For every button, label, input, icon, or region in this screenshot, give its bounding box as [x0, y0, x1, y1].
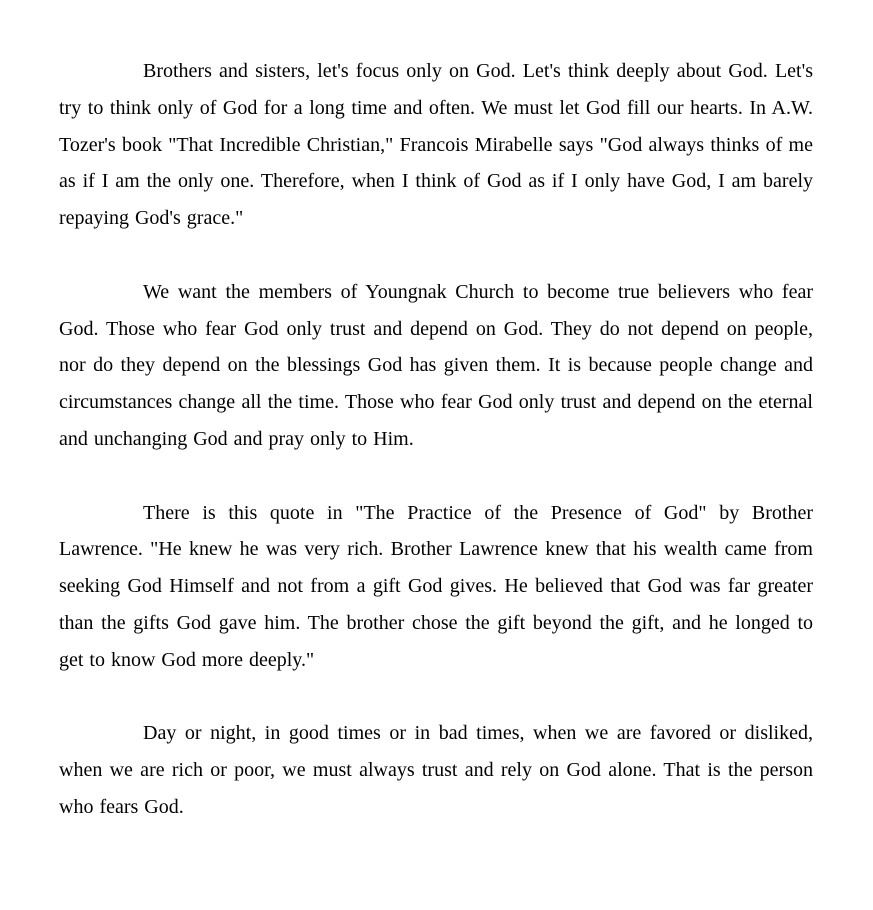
- paragraph-rely-on-god: Day or night, in good times or in bad times, when we are favored or disliked, when we are rich or poor, we must always trust and rely on God alone. That is the person who fears God.: [59, 722, 813, 818]
- paragraph-fear-god: We want the members of Youngnak Church to become true believers who fear God. Those who fear God only trust and depend on God. They do not depend on people, nor do they depend on the blessings God has given them. It is because people change and circumstances change all the time. Those who fear God only trust and depend on the eternal and unchanging God and pray only to Him.: [59, 280, 813, 450]
- document-body: [59, 53, 813, 863]
- paragraph-brother-lawrence: There is this quote in "The Practice of the Presence of God" by Brother Lawrence. "He knew he was very rich. Brother Lawrence knew that his wealth came from seeking God Himself and not from a gift God gives. He believed that God was far greater than the gifts God gave him. The brother chose the gift beyond the gift, and he longed to get to know God more deeply.": [59, 501, 813, 671]
- paragraph-focus-on-god: Brothers and sisters, let's focus only on God. Let's think deeply about God. Let's try to think only of God for a long time and often. We must let God fill our hearts. In A.W. Tozer's book "That Incredible Christian," Francois Mirabelle says "God always thinks of me as if I am the only one. Therefore, when I think of God as if I only have God, I am barely repaying God's grace.": [59, 60, 813, 230]
